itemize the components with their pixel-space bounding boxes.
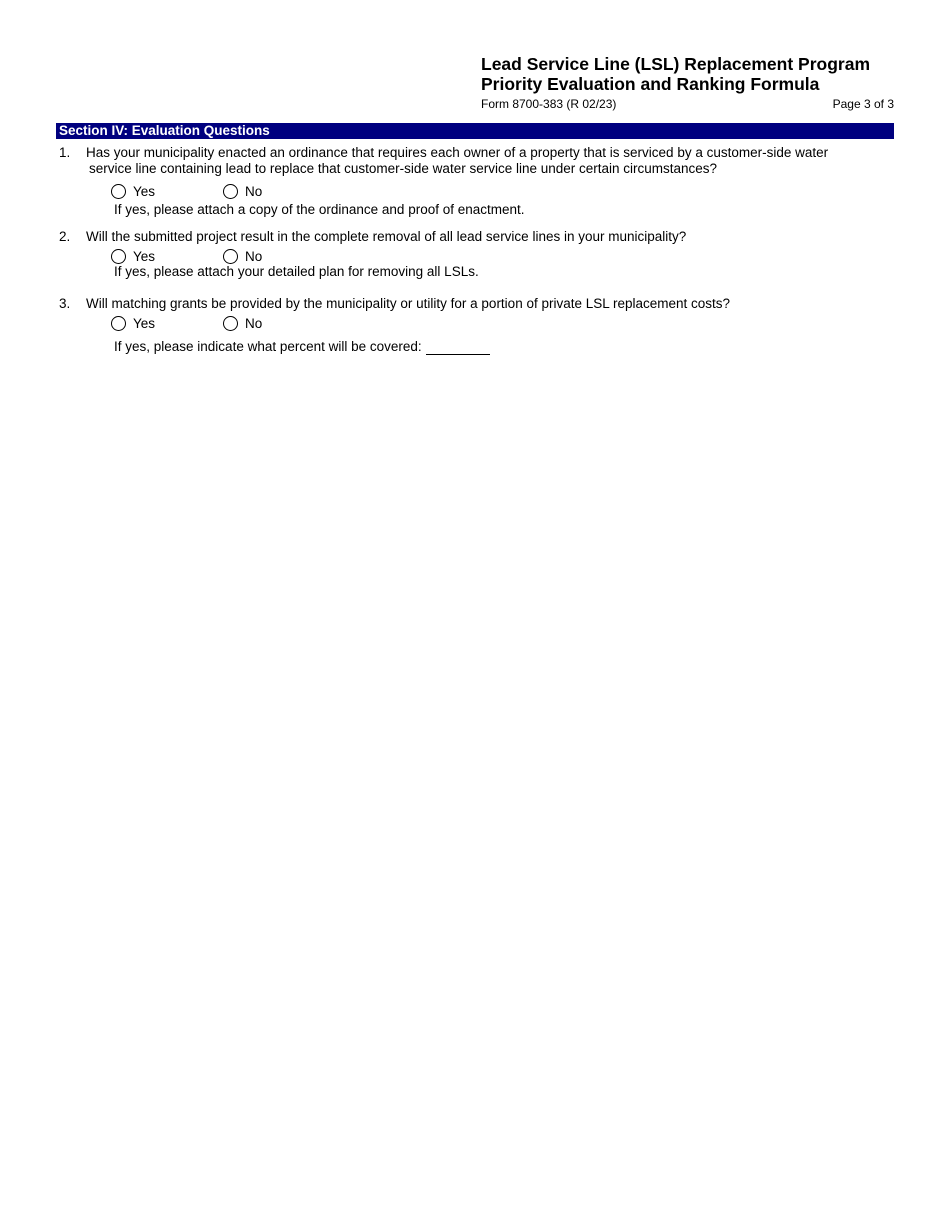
question-1-options — [59, 181, 889, 201]
question-text-continued: service line containing lead to replace that customer-side water service line under certain circumstances? — [89, 161, 718, 176]
percent-input[interactable] — [426, 340, 490, 355]
page-number: Page 3 of 3 — [832, 97, 894, 111]
yes-radio[interactable] — [111, 184, 126, 199]
form-title-line-1: Lead Service Line (LSL) Replacement Program — [481, 54, 871, 74]
question-1-row — [59, 145, 889, 161]
question-3 — [59, 296, 889, 355]
no-label: No — [245, 183, 263, 199]
section-header: Section IV: Evaluation Questions — [56, 123, 894, 139]
no-radio[interactable] — [223, 249, 238, 264]
yes-option[interactable] — [111, 313, 155, 333]
form-number: Form 8700-383 (R 02/23) — [481, 97, 617, 111]
yes-label: Yes — [133, 315, 156, 331]
question-1 — [59, 145, 889, 218]
form-header — [481, 54, 894, 113]
no-radio[interactable] — [223, 316, 238, 331]
question-number: 3. — [59, 296, 71, 311]
no-option[interactable] — [223, 246, 262, 266]
no-option[interactable] — [223, 313, 262, 333]
yes-option[interactable] — [111, 181, 155, 201]
question-number: 2. — [59, 229, 71, 244]
question-3-row — [59, 296, 889, 312]
question-text: Has your municipality enacted an ordinance that requires each owner of a property that is serviced by a customer-side water — [86, 145, 829, 160]
form-meta — [481, 97, 894, 113]
question-number: 1. — [59, 145, 71, 160]
question-3-options — [59, 313, 889, 333]
question-note-row — [114, 339, 889, 355]
yes-option[interactable] — [111, 246, 155, 266]
no-radio[interactable] — [223, 184, 238, 199]
question-text: Will matching grants be provided by the municipality or utility for a portion of private LSL replacement costs? — [86, 296, 731, 311]
question-note: If yes, please indicate what percent will be covered: — [114, 339, 422, 354]
no-option[interactable] — [223, 181, 262, 201]
yes-radio[interactable] — [111, 316, 126, 331]
yes-label: Yes — [133, 248, 156, 264]
question-note: If yes, please attach your detailed plan for removing all LSLs. — [114, 264, 479, 279]
question-2 — [59, 229, 889, 280]
yes-radio[interactable] — [111, 249, 126, 264]
yes-label: Yes — [133, 183, 156, 199]
no-label: No — [245, 248, 263, 264]
question-note: If yes, please attach a copy of the ordinance and proof of enactment. — [114, 202, 525, 217]
no-label: No — [245, 315, 263, 331]
question-2-options — [59, 246, 889, 266]
question-text: Will the submitted project result in the complete removal of all lead service lines in your municipality? — [86, 229, 687, 244]
form-title-line-2: Priority Evaluation and Ranking Formula — [481, 74, 820, 94]
question-2-row — [59, 229, 889, 245]
